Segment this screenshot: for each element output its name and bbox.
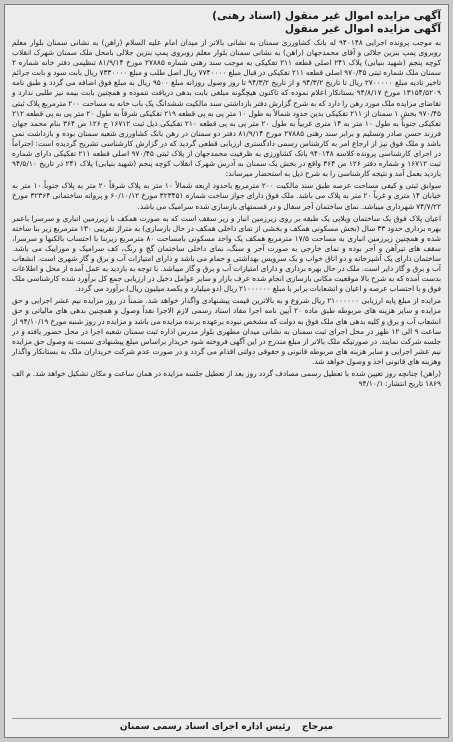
signature-title: رئیس اداره اجرای اسناد رسمی سمنان (119, 722, 291, 732)
notice-paragraph: مزایده از مبلغ پایه ارزیابی ۲۱۰۰۰۰۰۰ ریال شروع و به بالاترین قیمت پیشنهادی واگذار خواهد شد. ضمناً در روز مزایده نیم عشر اجرایی و حق مزایده و سایر هزینه های مربوطه طبق ماده ۲۰ آیین نامه اجرا مفاد اسناد رسمی لازم الاجرا نقداً وصول و همچنین بدهی های مالیاتی و حق انشعاب آب و برق و کلیه بدهی های ملک فوق به دولت که مشخص نبوده برعهده برنده مزایده می باشد و مزایده در روز شنبه مورخ ۹۴/۱۰/۱۹ از ساعت ۹ الی ۱۲ ظهر در محل اجرای ثبت سمنان به نشانی میدان مطهری بلوار مدرس اداره ثبت سمنان شعبه اجرا در محل حضور یافته و در جلسه شرکت نمایند. در صورتیکه ملک بالاتر از مبلغ مندرج در این آگهی فروخته شود خریدار براساس مبلغ پیشنهادی نسبت به وصول حق مزایده نیم عشر اجرایی و سایر هزینه های مربوطه قانونی و حقوقی دولتی اقدام می گردد و در صورت عدم شرکت خریداران ملک به بستانکار واگذار وهزینه های قانونی اخذ و وصول خواهد شد. (12, 296, 442, 366)
notice-header-title: آگهی مزایده اموال غیر منقول (اسناد رهنی) (212, 10, 441, 22)
notice-signature (12, 718, 441, 732)
notice-paragraph: اعیان پلاک فوق یک ساختمان ویلایی یک طبقه بر روی زیرزمین انبار و زیر سقف است که به صورت همکف با زیرزمین انباری و سرسرا باعمر بهره برداری حدود ۳۳ سال (بخش مسکونی همکف و بخشی از نمای داخلی همکف در حال بازسازی) به متراژ تقریبی ۱۳۰ مترمربع زیر بنا ساخته شده و همچنین زیرزمین انباری به مساحت ۱۷/۵ مترمربع همکف یک واحد مسکونی بامساحت ۸۰ مترمربع زیربنا با احتساب بالکنها و سرسرا، سقف های تیرآهن و آجر بوده و نمای خارجی به صورت آجر و سنگ، نمای داخلی ساختمان گچ و رنگ، کف سرامیک و موزاییک می باشد. ساختمان دارای یک آشپزخانه و دو اتاق خواب و یک سرویس بهداشتی و حمام می باشد و دارای امتیازات آب و برق و گاز شهری است. انشعاب آب و برق و گاز دایر است. ملک در حال بهره برداری و دارای امتیازات آب و برق و گاز میباشد. با توجه به بازدید به عمل آمده از محل و اطلاعات بدست آمده که به شرح بالا موقعیت مکانی بازسازی انجام شده عرف بازار و سایر عوامل دخیل در ارزیابی جمع کل برآورد شده کارشناسی ملک فوق و با احتساب عرصه و اعیان و انشعابات برابر با مبلغ ۲۱۰۰۰۰۰۰ ریال (دو میلیارد و یکصد میلیون ریال) برآورد می گردد. (12, 213, 442, 294)
notice-paragraph: (راهن) چنانچه روز تعیین شده با تعطیل رسمی مصادف گردد روز بعد از تعطیل جلسه مزایده در همان ساعت و مکان تشکیل خواهد شد. م الف ۱۸۶۹ تاریخ انتشار: ۹۴/۱۰/۱ (12, 369, 441, 389)
notice-paragraph: به موجب پرونده اجرایی ۹۴۰۱۴۸ له بانک کشاورزی سمنان به نشانی بالاتر از میدان امام علیه السلام (راهن) به نشانی سمنان بلوار معلم روبروی پمپ بنزین جلالی و آقای محمدجهان (راهن) به نشانی سمنان بلوار معلم روبروی پمپ بنزین جلالی بامحل ملک سمنان شهرک انقلاب کوچه پنجم (شهید بنیابی) پلاک ۲۴۱ اصلی قطعه ۲۱۱ تفکیکی به موجب سند رهنی شماره ۲۷۸۸۵ مورخ ۸۱/۹/۱۴ تنظیمی دفتر خانه شماره ۲ سمنان ملک شماره ثبتی ۹۷۰/۴۵ اصلی قطعه ۲۱۱ تفکیکی در قبال مبلغ ۷۷۴۰۰۰۰ ریال اصل طلب و مبلغ ۷۳۳۰۰۰۰ ریال بابت سود و بابت جرائم تاخیر تادیه مبلغ ۲۷۰۰۰۰۰ ریال تا تاریخ ۹۴/۳/۲ و از تاریخ ۹۴/۳/۲ تا روز وصول روزانه مبلغ ۹۵۰۰ ریال به مبلغ فوق اضافه می گردد و طبق نامه ۱۳۱۵۴/۵۲۰۹ مورخ ۹۴/۸/۱۷ بستانکار اعلام نموده که تاکنون هیچگونه مبلغی بابت بدهی دریافت ننموده و همچنین بابت بیمه نیز طلبی ندارد و تقاضای مزایده ملک مورد رهن را دارد که به شرح گزارش دفتر بازداشتی سند مالکیت ششدانگ یک باب خانه به مساحت ۲۰۰ مترمربع پلاک ثبتی ۹۷۰/۴۵ بخش ۱ سمنان از ۲۱۱ تفکیکی بدین حدود شمالاً به طول ۱۰ متر پی به پی قطعه ۲۱۹ تفکیکی شرقاً به طول ۲۰ متر پی به پی قطعه ۲۱۲ تفکیکی جنوباً به طول ۱۰ متر به ۱۴ متری غربیاً به طول ۲۰ متر پی به پی قطعه ۲۱۰ تفکیکی ذیل ثبت ۱۶۷۱۲ ج ۱۲۶ ص ۳۶۴ بنام محمد جهان فرزند حسن صادر وتسلیم و برابر سند رهنی ۲۷۸۸۵ مورخ ۸۱/۹/۱۴ دفتر دو سمنان در رهن بانک کشاورزی شعبه سمنان بوده و بازداشت نمی باشد و ملک فوق نیز از ارجاع امر به کارشناس رسمی دادگستری ارزیابی قطعی گردید که در گزارش کارشناسی تشریح گردیده است: احتراماً در اجرای کارشناسی پرونده کلاسه ۹۴۰۱۴۸ بانک کشاورزی به ظرفیت محمدجهان از پلاک ثبتی ۹۷۰/۴۵ اصلی قطعه ۲۱۱ تفکیکی دارای شماره ثبت ۱۶۷۱۲ و شماره دفتر ۱۲۶ ص ۳۶۴ واقع در بخش یک سمنان به آدرس شهرک انقلاب کوچه پنجم (شهید بنیابی) پلاک ۲۴۱ در تاریخ ۹۴/۵/۱۰ بازدید بعمل آمد و نتیجه کارشناسی را به شرح ذیل به استحضار میرساند: (12, 38, 442, 179)
auction-notice (4, 4, 449, 738)
notice-header (12, 10, 441, 23)
signature-name: میرحاج (301, 722, 334, 732)
notice-paragraph: سوابق ثبتی و کیفی مساحت عرصه طبق سند مالکیت ۲۰۰ مترمربع باحدود اربعه شمالاً ۱۰ متر به پلاک شرقاً ۲۰ متر به پلاک جنوباً ۱۰ متر به خیابان ۱۴ متری و غرباً ۲۰ متر به پلاک می باشد. ملک فوق دارای جواز ساخت شماره ۳۲۳۴۵۱ مورخ ۶۰/۱۰/۱۲ و پروانه ساختمانی ۳۲۳۶۴ مورخ ۷۴/۷/۲۲ شهرداری میباشد. نمای ساختمان آجر سفال و در قسمتهای بازسازی شده سرامیک می باشد. (12, 181, 442, 211)
notice-title: آگهی مزایده اموال غیر منقول (284, 23, 441, 35)
